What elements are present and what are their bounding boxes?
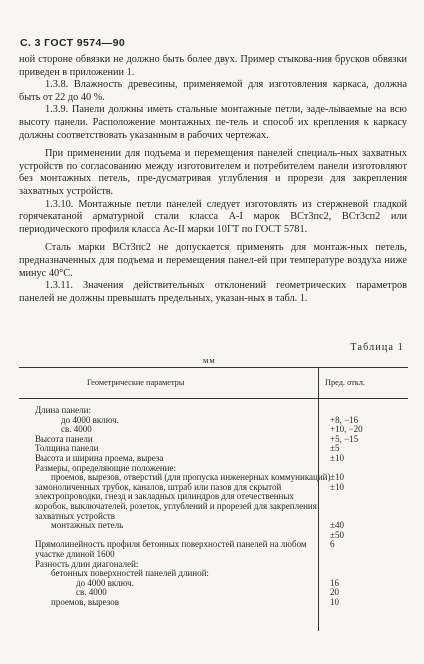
table-row — [19, 483, 408, 521]
row-deviation: ±10 — [330, 472, 344, 483]
row-parameter: бетонных поверхностей панелей длиной: — [51, 568, 209, 579]
row-deviation: +5, −15 — [330, 433, 359, 444]
table-header — [19, 367, 408, 399]
paragraph: ной стороне обвязки не должно быть более двух. Пример стыкова-ния брусков обвязки приведен в приложении 1. — [19, 54, 407, 78]
row-deviation: ±10 — [330, 452, 344, 463]
row-parameter: монтажных петель — [51, 520, 124, 531]
table-row — [19, 598, 408, 608]
row-parameter: проемов, вырезов, отверстий (для пропуска инженерных коммуникаций) — [51, 472, 331, 483]
row-parameter: Высота и ширина проема, выреза — [35, 452, 164, 463]
row-deviation: 6 — [330, 539, 335, 550]
row-deviation: ±10 — [330, 481, 344, 492]
column-header-parameters: Геометрические параметры — [87, 378, 185, 387]
table-units: мм — [203, 355, 216, 365]
row-parameter: Высота панели — [35, 433, 93, 444]
tolerance-table — [19, 367, 408, 607]
row-parameter: Прямолинейность профиля бетонных поверхностей панелей на любом участке длиной 1600 — [35, 539, 307, 559]
row-deviation: ±40 — [330, 520, 344, 531]
row-parameter: до 4000 включ. — [76, 577, 134, 588]
row-parameter: св. 4000 — [61, 424, 92, 435]
paragraph: 1.3.8. Влажность древесины, применяемой для изготовления каркаса, должна быть от 22 до 40 %. — [19, 79, 407, 103]
row-deviation: 16 — [330, 577, 339, 588]
column-header-deviation: Пред. откл. — [325, 378, 365, 387]
table-body — [19, 406, 408, 607]
row-parameter: Разность длин диагоналей: — [35, 558, 139, 569]
row-deviation: ±50 — [330, 529, 344, 540]
table-caption: Таблица 1 — [350, 342, 404, 353]
page-header: С. 3 ГОСТ 9574—90 — [20, 37, 126, 49]
table-row — [19, 521, 408, 531]
row-parameter: Длина панели: — [35, 405, 91, 415]
row-parameter: замоноличенных трубок, каналов, штраб или пазов для скрытой электропроводки, гнезд и закладных цилиндров для отечественных коробок, выключателей, розеток, углублений и прорезей для закрепления захватных устройств — [35, 481, 317, 521]
row-deviation: 10 — [330, 596, 339, 607]
row-parameter: Размеры, определяющие положение: — [35, 462, 176, 473]
body-text — [19, 54, 407, 305]
paragraph: 1.3.11. Значения действительных отклонений геометрических параметров панелей не должны превышать предельных, указан-ных в табл. 1. — [19, 280, 407, 304]
row-deviation: +8, −16 — [330, 414, 359, 425]
row-deviation: ±5 — [330, 443, 340, 454]
row-parameter: св. 4000 — [76, 587, 107, 598]
row-deviation: 20 — [330, 587, 339, 598]
paragraph: 1.3.9. Панели должны иметь стальные монтажные петли, заде-лываемые на всю высоту панели. Расположение монтажных пе-тель и способ их крепления к каркасу должны соответствовать указанным в рабочих чертежах. — [19, 104, 407, 141]
paragraph: 1.3.10. Монтажные петли панелей следует изготовлять из стержневой гладкой горячекатаной арматурной стали класса А-I марок ВСт3пс2, ВСт3сп2 или периодического профиля класса Ас-II марки 10ГТ по ГОСТ 5781. — [19, 198, 407, 235]
paragraph: При применении для подъема и перемещения панелей специаль-ных захватных устройств по согласованию между изготовителем и потребителем панели изготовляют без монтажных петель, пре-дусматривая углубления и прорези для закрепления захватных устройств. — [19, 148, 407, 197]
row-parameter: Толщина панели — [35, 443, 99, 454]
row-parameter: до 4000 включ. — [61, 414, 119, 425]
row-deviation: +10, −20 — [330, 424, 363, 435]
paragraph: Сталь марки ВСт3пс2 не допускается применять для монтаж-ных петель, предназначенных для подъема и перемещения панел-ей при температуре воздуха ниже минус 40°С. — [19, 242, 407, 279]
row-parameter: проемов, вырезов — [51, 596, 120, 607]
table-row — [19, 540, 408, 559]
